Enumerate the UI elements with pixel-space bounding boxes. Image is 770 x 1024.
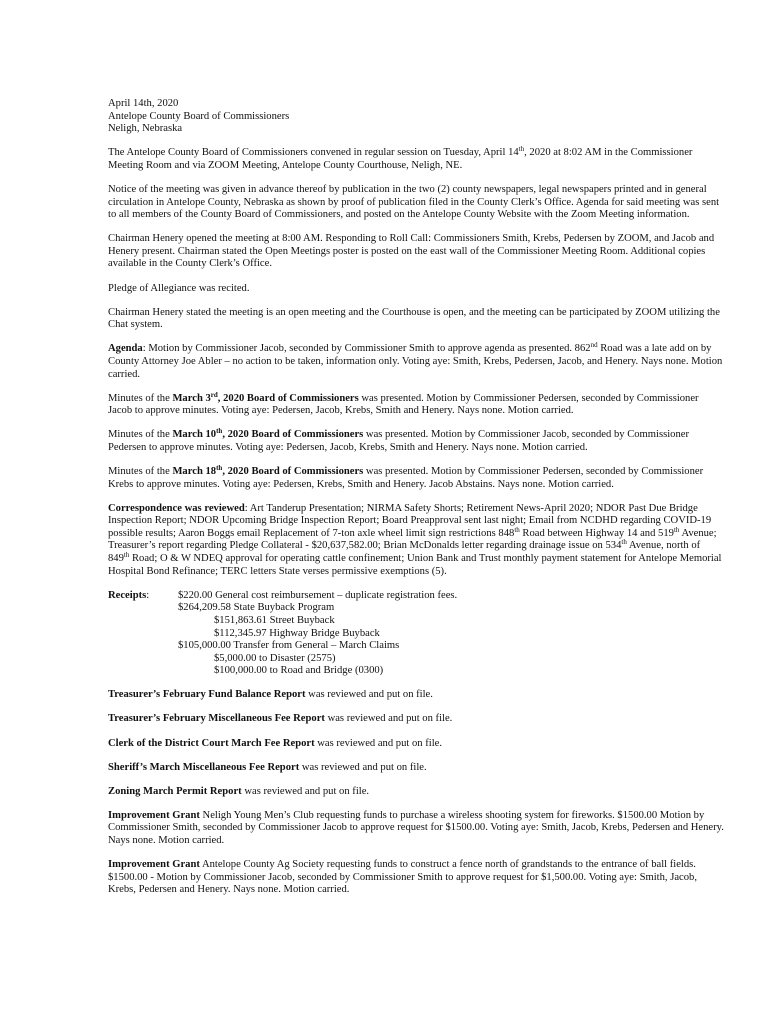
receipt-subline: $151,863.61 Street Buyback (214, 614, 335, 626)
paragraph-pledge: Pledge of Allegiance was recited. (108, 282, 250, 294)
receipt-subline: $112,345.97 Highway Bridge Buyback (214, 627, 380, 639)
document-header (108, 98, 724, 136)
agenda-label: Agenda (108, 343, 143, 355)
paragraph-minutes-march-3: Minutes of the March 3rd, 2020 Board of Commissioners was presented. Motion by Commissioner Pedersen, seconded by Commissioner Jacob to approve minutes. Voting aye: Pedersen, Jacob, Krebs, Smith and Henery. Nays none. Motion carried. (108, 390, 699, 417)
receipts-label: Receipts: (108, 589, 150, 601)
report-treasurer-misc-fee: Treasurer’s February Miscellaneous Fee Report was reviewed and put on file. (108, 713, 453, 725)
paragraph-minutes-march-18: Minutes of the March 18th, 2020 Board of Commissioners was presented. Motion by Commissioner Pedersen, seconded by Commissioner Krebs to approve minutes. Voting aye: Pedersen, Krebs, Smith and Henery. Jacob Abstains. Nays none. Motion carried. (108, 463, 704, 490)
correspondence-label: Correspondence was reviewed (108, 502, 245, 514)
paragraph-rollcall: Chairman Henery opened the meeting at 8:00 AM. Responding to Roll Call: Commissioners Smith, Krebs, Pedersen by ZOOM, and Jacob and Henery present. Chairman stated the Open Meetings poster is posted on the east wall of the Commissioner Meeting Room. Additional copies available in the County Clerk’s Office. (108, 233, 715, 270)
meeting-date: April 14th, 2020 (108, 98, 179, 109)
receipt-line: $264,209.58 State Buyback Program (178, 602, 335, 614)
paragraph-convened: The Antelope County Board of Commissioners convened in regular session on Tuesday, April 14th, 2020 at 8:02 AM in the Commissioner Meeting Room and via ZOOM Meeting, Antelope County Courthouse, Neligh, NE. (108, 145, 693, 171)
report-sheriff-misc-fee: Sheriff’s March Miscellaneous Fee Report was reviewed and put on file. (108, 761, 427, 773)
board-name: Antelope County Board of Commissioners (108, 110, 290, 122)
paragraph-open-meeting: Chairman Henery stated the meeting is an open meeting and the Courthouse is open, and the meeting can be participated by ZOOM utilizing the Chat system. (108, 306, 720, 331)
receipts-list (178, 590, 457, 678)
meeting-location: Neligh, Nebraska (108, 123, 183, 135)
paragraph-agenda: Agenda: Motion by Commissioner Jacob, seconded by Commissioner Smith to approve agenda as presented. 862nd Road was a late add on by County Attorney Joe Abler – no action to be taken, information only. Voting aye: Smith, Krebs, Pedersen, Jacob, and Henery. Nays none. Motion carried. (108, 341, 723, 380)
paragraph-notice: Notice of the meeting was given in advance thereof by publication in the two (2) county newspapers, legal newspapers printed and in general circulation in Antelope County, Nebraska as shown by proof of publication filed in the County Clerk’s Office. Agenda for said meeting was sent to all members of the County Board of Commissioners, and posted on the Antelope County Website with the Zoom Meeting information. (108, 183, 720, 221)
paragraph-minutes-march-10: Minutes of the March 10th, 2020 Board of Commissioners was presented. Motion by Commissioner Jacob, seconded by Commissioner Pedersen to approve minutes. Voting aye: Pedersen, Jacob, Krebs, Smith and Henery. Nays none. Motion carried. (108, 427, 689, 453)
report-district-court-fee: Clerk of the District Court March Fee Report was reviewed and put on file. (108, 737, 442, 749)
report-treasurer-fund-balance: Treasurer’s February Fund Balance Report was reviewed and put on file. (108, 689, 433, 701)
paragraph-improvement-grant-1: Improvement Grant Neligh Young Men’s Club requesting funds to purchase a wireless shooting system for fireworks. $1500.00 Motion by Commissioner Smith, seconded by Commissioner Jacob to approve request for $1500.00. Voting aye: Smith, Jacob, Krebs, Pedersen and Henery. Nays none. Motion carried. (108, 809, 724, 847)
receipt-subline: $100,000.00 to Road and Bridge (0300) (214, 665, 384, 677)
paragraph-improvement-grant-2: Improvement Grant Antelope County Ag Society requesting funds to construct a fence north of grandstands to the entrance of ball fields. $1500.00 - Motion by Commissioner Jacob, seconded by Commissioner Smith to approve request for $1,500.00. Voting aye: Smith, Jacob, Krebs, Pedersen and Henery. Nays none. Motion carried. (108, 859, 697, 896)
paragraph-correspondence: Correspondence was reviewed: Art Tanderup Presentation; NIRMA Safety Shorts; Retirement News-April 2020; NDOR Past Due Bridge Inspection Report; NDOR Upcoming Bridge Inspection Report; Board Preapproval sent last night; Email from NCDHD regarding COVID-19 possible results; Aaron Boggs email Replacement of 7-ton axle wheel limit sign restrictions 848th Road between Highway 14 and 519th Avenue; Treasurer’s report regarding Pledge Collateral - $20,637,582.00; Brian McDonalds letter regarding drainage issue on 534th Avenue, north of 849th Road; O & W NDEQ approval for operating cattle confinement; Union Bank and Trust monthly payment statement for Antelope Memorial Hospital Bond Refinance; TERC letters State verses permissive exemptions (5). (108, 502, 722, 577)
receipt-line: $220.00 General cost reimbursement – duplicate registration fees. (178, 589, 458, 601)
receipts-section (108, 590, 724, 678)
receipt-line: $105,000.00 Transfer from General – March Claims (178, 640, 400, 652)
receipt-subline: $5,000.00 to Disaster (2575) (214, 652, 336, 664)
report-zoning-permit: Zoning March Permit Report was reviewed and put on file. (108, 785, 370, 797)
